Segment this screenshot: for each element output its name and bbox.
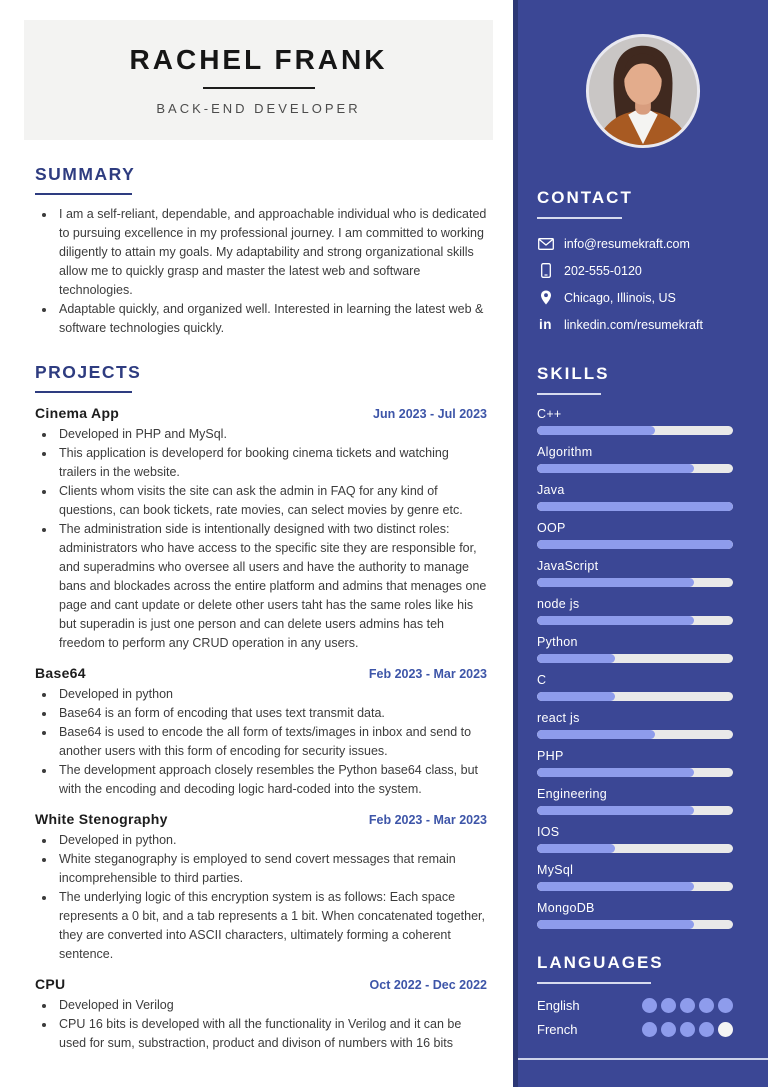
project-bullets [35,685,487,799]
skill-row [537,407,733,435]
bullet-item: • Clients whom visits the site can ask the admin in FAQ for any kind of questions, can book tickets, rate movies, can select movies by genre etc. [56,482,487,520]
skill-bar-track [537,920,733,929]
skill-label: Python [537,635,578,649]
email-icon [537,238,554,250]
skill-row [537,483,733,511]
skill-bar-fill [537,730,655,739]
name-divider [203,87,315,89]
skill-bar-fill [537,616,694,625]
project-dates: Feb 2023 - Mar 2023 [368,667,487,681]
skill-label: node js [537,597,580,611]
project-block [35,976,487,1053]
contact-location-text: Chicago, Illinois, US [564,290,676,305]
project-name: Base64 [35,665,86,681]
skill-label: Algorithm [537,445,593,459]
language-dot [718,998,733,1013]
skill-row [537,445,733,473]
location-icon [537,290,554,305]
language-row [537,998,733,1013]
language-dot [661,1022,676,1037]
bullet-item: • The underlying logic of this encryption system is as follows: Each space represents a 0 bit, and a tab represents a 1 bit. When concatenated together, they are converted into ASCII characters, ultimately forming a coherent sentence. [56,888,487,964]
skill-row [537,521,733,549]
skills-underline [537,393,601,395]
language-label: English [537,998,580,1013]
linkedin-icon: in [539,317,552,332]
sidebar-content [518,188,768,1037]
skill-bar-fill [537,806,694,815]
project-name: Cinema App [35,405,120,421]
contact-row-location [537,290,733,305]
contact-row-linkedin [537,317,733,332]
languages-section [537,953,733,1037]
skill-bar-track [537,882,733,891]
skills-section [537,364,733,929]
skill-bar-track [537,844,733,853]
skill-label: react js [537,711,580,725]
project-header [35,405,487,421]
skill-row [537,749,733,777]
language-dot [699,1022,714,1037]
project-name: CPU [35,976,66,992]
skill-bar-fill [537,882,694,891]
skill-label: JavaScript [537,559,599,573]
bullet-item: • Developed in python [56,685,487,704]
sidebar [513,0,768,1087]
language-dot [680,1022,695,1037]
skill-label: C++ [537,407,562,421]
skill-row [537,863,733,891]
contact-phone-text: 202-555-0120 [564,263,642,278]
bullet-item: • White steganography is employed to send covert messages that remain incomprehensible to third parties. [56,850,487,888]
contact-heading: CONTACT [537,188,633,207]
bullet-item: • The administration side is intentionally designed with two distinct roles: administrators who have access to the specific site they are responsible for, and superadmins who oversee all users and have the authority to manage bans and blockades across the entire platform and admins that menages one page and cant update or delete other users taht has the same roles like his but superadin is just one person and can delete users admins has teh freedom to perform any CRUD operation in any users. [56,520,487,653]
skill-bar-track [537,464,733,473]
skill-bar-fill [537,426,655,435]
language-dots [642,1022,733,1037]
skill-bar-track [537,806,733,815]
skill-row [537,559,733,587]
skill-bar-track [537,768,733,777]
bullet-item: • Developed in Verilog [56,996,487,1015]
skill-label: MySql [537,863,574,877]
project-dates: Jun 2023 - Jul 2023 [373,407,487,421]
skill-bar-track [537,502,733,511]
phone-icon [537,263,554,278]
skill-row [537,901,733,929]
language-label: French [537,1022,578,1037]
languages-underline [537,982,651,984]
profile-photo-illustration [584,32,702,150]
skills-heading: SKILLS [537,364,610,383]
project-dates: Feb 2023 - Mar 2023 [368,813,487,827]
skill-bar-track [537,540,733,549]
bullet-item: • I am a self-reliant, dependable, and approachable individual who is dedicated to pursuing excellence in my professional journey. I am committed to working diligently to attain my goals. My adaptability and strong organizational skills allow me to quickly grasp and master the latest web and software technologies. [56,205,487,300]
skill-row [537,635,733,663]
project-block [35,811,487,964]
skill-label: PHP [537,749,564,763]
language-dot [661,998,676,1013]
language-dot [642,998,657,1013]
bullet-item: • The development approach closely resembles the Python base64 class, but with the encoding and decoding logic hard-coded into the system. [56,761,487,799]
bullet-item: • Developed in python. [56,831,487,850]
projects-section [35,362,487,1053]
skill-bar-track [537,692,733,701]
skill-bar-fill [537,540,733,549]
summary-list [35,205,487,338]
project-dates: Oct 2022 - Dec 2022 [369,978,487,992]
skill-row [537,787,733,815]
skill-bar-fill [537,920,694,929]
languages-list [537,998,733,1037]
skill-bar-track [537,730,733,739]
bullet-item: • CPU 16 bits is developed with all the functionality in Verilog and it can be used for sum, substraction, product and divison of numbers with 16 bits [56,1015,487,1053]
skill-bar-fill [537,654,615,663]
skill-label: IOS [537,825,560,839]
project-name: White Stenography [35,811,168,827]
skill-row [537,711,733,739]
contact-row-phone [537,263,733,278]
summary-heading: SUMMARY [35,164,136,184]
job-title: BACK-END DEVELOPER [156,101,361,116]
profile-photo [584,32,702,150]
language-dot [680,998,695,1013]
skill-label: Engineering [537,787,608,801]
project-header [35,665,487,681]
skill-bar-track [537,654,733,663]
skill-row [537,825,733,853]
contact-section [537,188,733,332]
contact-list [537,237,733,332]
person-name: RACHEL FRANK [129,44,388,75]
bullet-item: • Developed in PHP and MySql. [56,425,487,444]
contact-underline [537,217,622,219]
language-dots [642,998,733,1013]
project-bullets [35,996,487,1053]
skill-bar-fill [537,844,615,853]
projects-list [35,405,487,1053]
summary-section [35,164,487,338]
skill-bar-fill [537,768,694,777]
bullet-item: • Base64 is used to encode the all form of texts/images in inbox and send to another users with this form of encoding for security issues. [56,723,487,761]
skill-bar-track [537,578,733,587]
main-content [35,164,487,1053]
language-row [537,1022,733,1037]
skill-row [537,673,733,701]
contact-row-email [537,237,733,251]
skill-bar-fill [537,578,694,587]
project-block [35,405,487,653]
project-block [35,665,487,799]
skill-bar-track [537,426,733,435]
skill-bar-fill [537,464,694,473]
language-dot [642,1022,657,1037]
summary-underline [35,193,132,195]
contact-linkedin-text: linkedin.com/resumekraft [564,317,703,332]
sidebar-bottom-divider [518,1058,768,1060]
skill-label: OOP [537,521,566,535]
project-header [35,976,487,992]
skill-bar-fill [537,692,615,701]
project-bullets [35,831,487,964]
projects-underline [35,391,132,393]
skill-label: C [537,673,547,687]
skill-bar-fill [537,502,733,511]
skills-list [537,407,733,929]
skill-row [537,597,733,625]
bullet-item: • Adaptable quickly, and organized well. Interested in learning the latest web & software technologies quickly. [56,300,487,338]
project-bullets [35,425,487,653]
skill-label: Java [537,483,565,497]
skill-bar-track [537,616,733,625]
contact-email-text: info@resumekraft.com [564,237,690,251]
bullet-item: • This application is developerd for booking cinema tickets and watching trailers in the website. [56,444,487,482]
bullet-item: • Base64 is an form of encoding that uses text transmit data. [56,704,487,723]
projects-heading: PROJECTS [35,362,142,382]
language-dot [718,1022,733,1037]
language-dot [699,998,714,1013]
skill-label: MongoDB [537,901,595,915]
languages-heading: LANGUAGES [537,953,664,972]
resume-header [24,20,493,140]
project-header [35,811,487,827]
